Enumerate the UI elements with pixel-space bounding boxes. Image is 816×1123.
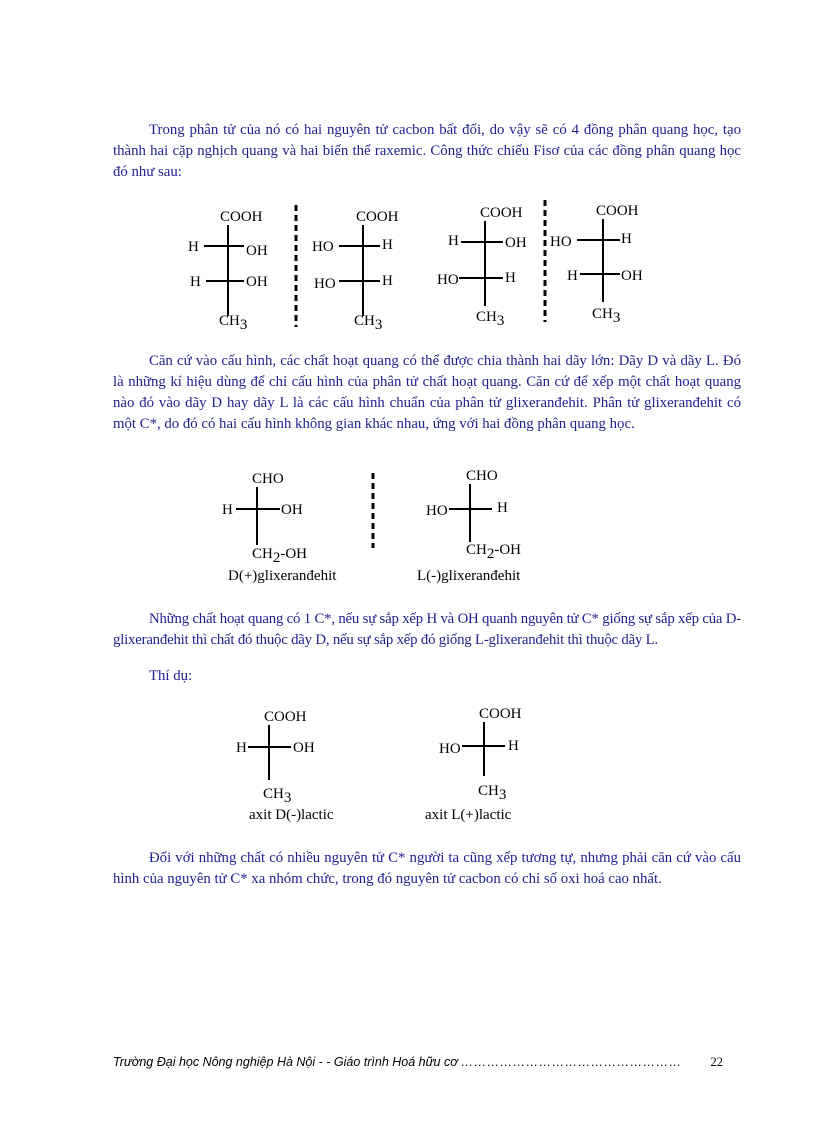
paragraph-3: Những chất hoạt quang có 1 C*, nếu sự sắp xếp H và OH quanh nguyên tử C* giống sự sắp xếp của D-glixeranđehit thì chất đó thuộc dãy D, nếu sự sắp xếp đó giống L-glixeranđehit thì thuộc dãy L. [113, 611, 741, 648]
paragraph-5: Đối với những chất có nhiều nguyên tử C* người ta cũng xếp tương tự, nhưng phải căn cứ vào cấu hình của nguyên tử C* xa nhóm chức, trong đó nguyên tử cacbon có chỉ số oxi hoá cao nhất. [113, 850, 741, 887]
svg-text:HO: HO [312, 239, 334, 255]
d-glyceraldehyde-formula [222, 471, 307, 566]
svg-text:COOH: COOH [479, 706, 522, 722]
svg-text:OH: OH [621, 268, 643, 284]
svg-text:CH3: CH3 [592, 306, 621, 326]
svg-text:HO: HO [426, 503, 448, 519]
svg-text:H: H [505, 270, 516, 286]
fischer-molecule-4 [550, 203, 643, 326]
svg-text:COOH: COOH [356, 209, 399, 225]
svg-text:HO: HO [437, 272, 459, 288]
svg-text:H: H [236, 740, 247, 756]
svg-text:CH3: CH3 [354, 313, 383, 333]
svg-text:H: H [621, 231, 632, 247]
svg-text:CH3: CH3 [219, 313, 248, 333]
l-glyceraldehyde-formula [426, 468, 521, 562]
svg-text:COOH: COOH [480, 205, 523, 221]
svg-text:HO: HO [439, 741, 461, 757]
svg-text:HO: HO [550, 234, 572, 250]
fischer-molecule-3 [437, 205, 527, 329]
l-lactic-acid-formula [439, 706, 522, 803]
svg-text:CH2-OH: CH2-OH [252, 546, 308, 566]
svg-text:CHO: CHO [252, 471, 284, 487]
svg-text:H: H [497, 500, 508, 516]
svg-text:H: H [222, 502, 233, 518]
svg-text:CH3: CH3 [476, 309, 505, 329]
svg-text:H: H [508, 738, 519, 754]
svg-text:HO: HO [314, 276, 336, 292]
svg-text:H: H [567, 268, 578, 284]
svg-text:COOH: COOH [264, 709, 307, 725]
l-glyceraldehyde-label: L(-)glixeranđehit [417, 568, 521, 584]
svg-text:CH2-OH: CH2-OH [466, 542, 522, 562]
svg-text:OH: OH [246, 243, 268, 259]
page-number: 22 [710, 1055, 723, 1069]
page-footer [113, 1055, 723, 1070]
svg-text:H: H [382, 273, 393, 289]
svg-text:COOH: COOH [596, 203, 639, 219]
svg-text:H: H [448, 233, 459, 249]
svg-text:H: H [382, 237, 393, 253]
svg-text:OH: OH [505, 235, 527, 251]
d-lactic-acid-formula [236, 709, 315, 806]
svg-text:CHO: CHO [466, 468, 498, 484]
paragraph-1: Trong phân tử của nó có hai nguyên tử cacbon bất đối, do vậy sẽ có 4 đồng phân quang học, tạo thành hai cặp nghịch quang và hai biến thể raxemic. Công thức chiếu Fisơ của các đồng phân quang học đó như sau: [113, 122, 741, 180]
footer-leader-dots: …………………………………………… [460, 1055, 682, 1069]
footer-institution: Trường Đại học Nông nghiệp Hà Nội - - Giáo trình Hoá hữu cơ [113, 1055, 458, 1069]
paragraph-2: Căn cứ vào cấu hình, các chất hoạt quang có thể được chia thành hai dãy lớn: Dãy D và dãy L. Đó là những kí hiệu dùng để chỉ cấu hình của phân tử chất hoạt quang. Căn cứ để xếp một chất hoạt quang nào đó vào dãy D hay dãy L là các cấu hình chuẩn của phân tử glixeranđehit. Phân tử glixeranđehit có một C*, do đó có hai cấu hình không gian khác nhau, ứng với hai đồng phân quang học. [113, 353, 741, 432]
svg-text:CH3: CH3 [478, 783, 507, 803]
paragraph-4: Thí dụ: [149, 668, 193, 684]
svg-text:COOH: COOH [220, 209, 263, 225]
svg-text:OH: OH [246, 274, 268, 290]
d-lactic-acid-label: axit D(-)lactic [249, 807, 334, 823]
fischer-molecule-2 [312, 209, 399, 333]
d-glyceraldehyde-label: D(+)glixeranđehit [228, 568, 337, 584]
svg-text:OH: OH [281, 502, 303, 518]
svg-text:CH3: CH3 [263, 786, 292, 806]
svg-text:OH: OH [293, 740, 315, 756]
fischer-molecule-1 [188, 209, 268, 333]
svg-text:H: H [188, 239, 199, 255]
l-lactic-acid-label: axit L(+)lactic [425, 807, 512, 823]
svg-text:H: H [190, 274, 201, 290]
